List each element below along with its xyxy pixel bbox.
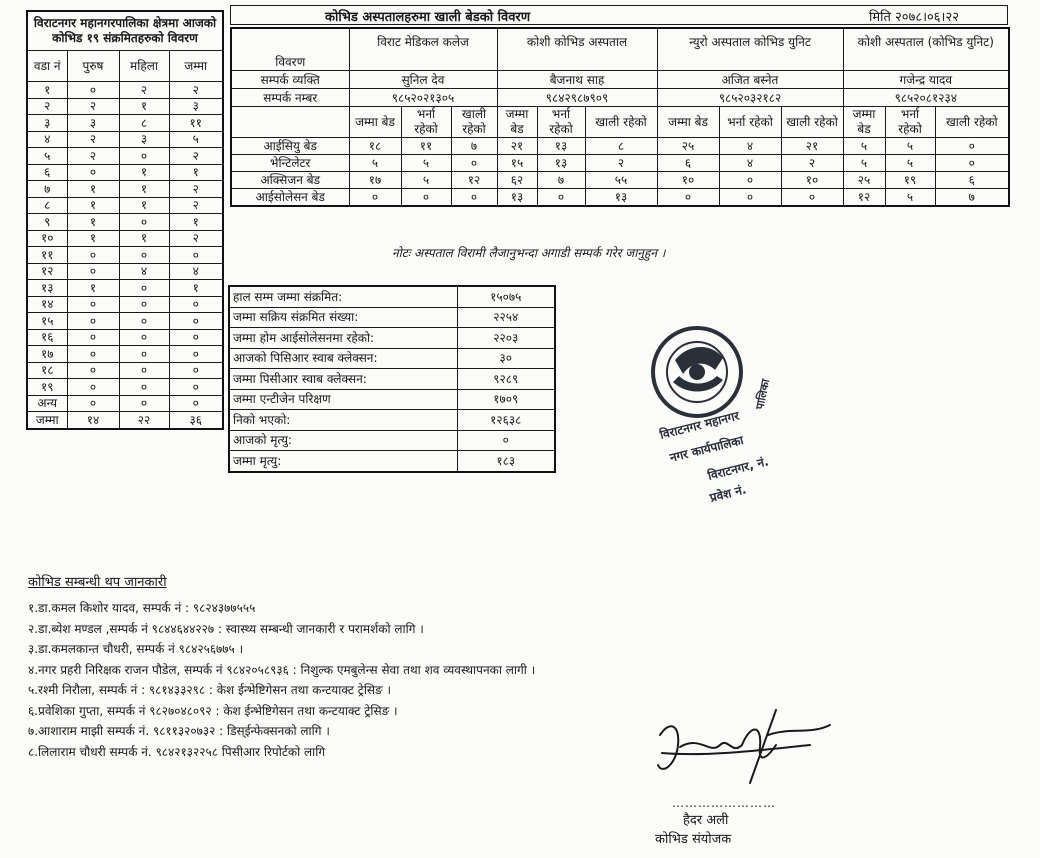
ward-row (27, 412, 223, 429)
summary-row (229, 328, 555, 349)
contact-item: १.डा.कमल किशोर यादव, सम्पर्क नं : ९८२४३७७५५५ (28, 601, 256, 615)
ward-number: १५ (27, 313, 67, 330)
bed-row (231, 138, 1009, 155)
hospital-note: नोटः अस्पताल विरामी लैजानुभन्दा अगाडी सम्पर्क गरेर जानुहुन । (392, 246, 666, 260)
ward-count: ० (169, 362, 223, 379)
col-male: पुरुष (67, 51, 119, 82)
bed-count: ० (935, 138, 1009, 155)
ward-count: ० (119, 395, 169, 412)
ward-count: ० (169, 395, 223, 412)
summary-value: १५०७५ (457, 286, 555, 307)
ward-number: १२ (27, 263, 67, 280)
bed-count: ६ (657, 155, 719, 172)
bed-count: ५ (401, 172, 451, 189)
col-total: जम्मा (169, 51, 223, 82)
bed-count: ७ (451, 138, 497, 155)
bed-type: भेन्टिलेटर (231, 155, 349, 172)
ward-number: १६ (27, 329, 67, 346)
bed-count: ० (349, 189, 401, 207)
summary-label: आजको पिसिआर स्वाब क्लेक्सन: (229, 348, 457, 369)
ward-row (27, 263, 223, 280)
bed-count: १५ (497, 155, 537, 172)
ward-count: ० (119, 214, 169, 231)
contact-item: ५.रश्मी निरौला, सम्पर्क नं : ९८१४३३२९८ : केश ईन्भेष्टिगेसन तथा कन्टयाक्ट ट्रेसिङ । (28, 683, 392, 697)
ward-row (27, 197, 223, 214)
bed-count: २ (781, 155, 843, 172)
bed-column-header: भर्ना रहेको (719, 107, 781, 138)
ward-count: ० (169, 379, 223, 396)
bed-count: ८ (585, 138, 657, 155)
bed-count: ० (719, 172, 781, 189)
ward-count: २ (169, 181, 223, 198)
contact-item: ७.आशाराम माझी सम्पर्क नं. ९८११३२०७३२ : डिस्ईन्फेक्सनको लागि । (28, 724, 330, 738)
summary-value: १२६३८ (457, 410, 555, 431)
ward-row (27, 131, 223, 148)
ward-count: ० (119, 247, 169, 264)
ward-count: १ (67, 181, 119, 198)
ward-count: ० (119, 148, 169, 165)
bed-count: ४ (719, 138, 781, 155)
summary-label: जम्मा मृत्यु: (229, 451, 457, 472)
col-ward-no: वडा नं (27, 51, 67, 82)
svg-text:नगर कार्यपालिका: नगर कार्यपालिका (668, 433, 745, 465)
bed-column-header: भर्ना रहेको (885, 107, 935, 138)
ward-count: २ (67, 148, 119, 165)
bed-column-header: खाली रहेको (781, 107, 843, 138)
ward-count: १ (169, 164, 223, 181)
ward-count: ० (67, 329, 119, 346)
ward-count: २ (67, 98, 119, 115)
bed-type: अक्सिजन बेड (231, 172, 349, 189)
ward-number: अन्य (27, 395, 67, 412)
ward-row (27, 230, 223, 247)
bed-count: ५ (885, 138, 935, 155)
hospital-name: कोशी कोभिड अस्पताल (497, 28, 657, 71)
summary-row (229, 307, 555, 328)
ward-row (27, 82, 223, 99)
ward-count: ० (67, 82, 119, 99)
ward-count: ० (119, 280, 169, 297)
bed-column-header: जम्मा बेड (497, 107, 537, 138)
bed-type: आईसियु बेड (231, 138, 349, 155)
ward-number: २ (27, 98, 67, 115)
ward-count: ११ (169, 115, 223, 132)
ward-number: ५ (27, 148, 67, 165)
ward-count: ३ (169, 98, 223, 115)
signature (650, 705, 840, 795)
bed-count: ५ (885, 155, 935, 172)
col-female: महिला (119, 51, 169, 82)
ward-count: ० (169, 329, 223, 346)
bed-column-header: जम्मा बेड (657, 107, 719, 138)
ward-count: ० (67, 395, 119, 412)
summary-row (229, 451, 555, 472)
bed-count: २ (585, 155, 657, 172)
ward-count: १ (67, 197, 119, 214)
ward-row (27, 148, 223, 165)
bed-count: ० (451, 155, 497, 172)
bed-count: ० (781, 189, 843, 207)
hospital-beds-table (230, 27, 1010, 207)
bed-type: आईसोलेसन बेड (231, 189, 349, 207)
summary-value: ३० (457, 348, 555, 369)
summary-value: ० (457, 430, 555, 451)
ward-count: ३ (119, 131, 169, 148)
ward-number: जम्मा (27, 412, 67, 429)
bed-count: १० (657, 172, 719, 189)
ward-count: ० (67, 296, 119, 313)
ward-count: १ (119, 230, 169, 247)
office-seal-stamp (645, 322, 830, 512)
ward-number: १४ (27, 296, 67, 313)
svg-text:पालिका: पालिका (753, 377, 773, 411)
ward-count: १४ (67, 412, 119, 429)
bed-count: ५५ (585, 172, 657, 189)
bed-column-header: खाली रहेको (451, 107, 497, 138)
ward-row (27, 181, 223, 198)
contact-number: ९८५२०३२१८२ (657, 89, 843, 107)
ward-count: ५ (169, 131, 223, 148)
ward-number: १० (27, 230, 67, 247)
contacts-list (28, 598, 535, 762)
hospital-name: न्युरो अस्पताल कोभिड युनिट (657, 28, 843, 71)
ward-number: ८ (27, 197, 67, 214)
summary-label: निको भएको: (229, 410, 457, 431)
ward-count: ० (169, 346, 223, 363)
ward-count: १ (119, 181, 169, 198)
bed-column-header: भर्ना रहेको (537, 107, 585, 138)
summary-row (229, 389, 555, 410)
ward-row (27, 395, 223, 412)
summary-row (229, 410, 555, 431)
bed-count: १३ (537, 138, 585, 155)
signatory-name: हैदर अली (683, 813, 729, 828)
svg-text:प्रवेश नं.: प्रवेश नं. (708, 482, 748, 505)
signature-dots: …………………… (672, 796, 776, 810)
bed-count: ० (657, 189, 719, 207)
ward-count: ४ (119, 263, 169, 280)
bed-count: १३ (537, 155, 585, 172)
ward-count: ० (119, 329, 169, 346)
ward-row (27, 280, 223, 297)
ward-number: १९ (27, 379, 67, 396)
bed-row (231, 155, 1009, 172)
bed-count: ० (719, 189, 781, 207)
ward-row (27, 329, 223, 346)
bed-row (231, 189, 1009, 207)
contact-item: ४.नगर प्रहरी निरिक्षक राजन पौडेल, सम्पर्क नं ९८४२०५८९३६ : निशुल्क एमबुलेन्स सेवा तथा शव व्यवस्थापनका लागी । (28, 662, 536, 677)
contact-item: २.डा.ब्येश मण्डल ,सम्पर्क नं ९८४४६४४२२७ : स्वास्थ्य सम्बन्धी जानकारी र परामर्शको लागि । (28, 621, 424, 636)
ward-count: ० (67, 346, 119, 363)
ward-count: १ (119, 98, 169, 115)
ward-count: २ (169, 82, 223, 99)
ward-row (27, 379, 223, 396)
ward-number: ७ (27, 181, 67, 198)
bed-count: ६ (935, 172, 1009, 189)
ward-count: ० (67, 247, 119, 264)
date-label: मिति २०७८।०६।२२ (869, 10, 959, 25)
ward-count: २ (119, 82, 169, 99)
ward-count: ० (119, 379, 169, 396)
summary-value: १८३ (457, 451, 555, 472)
bed-count: ७ (935, 189, 1009, 207)
bed-count: १३ (497, 189, 537, 207)
ward-count: ० (169, 313, 223, 330)
ward-count: १ (119, 164, 169, 181)
ward-count: ० (67, 362, 119, 379)
bed-column-header: जम्मा बेड (349, 107, 401, 138)
bed-count: ५ (349, 155, 401, 172)
summary-label: आजको मृत्यु: (229, 430, 457, 451)
ward-count: ० (119, 362, 169, 379)
bed-count: ० (537, 189, 585, 207)
bed-count: १७ (349, 172, 401, 189)
ward-count: २२ (119, 412, 169, 429)
label-contact-person: सम्पर्क व्यक्ति (231, 71, 349, 89)
bed-count: २१ (781, 138, 843, 155)
bed-count: ० (401, 189, 451, 207)
ward-count: ४ (169, 263, 223, 280)
bed-count: ११ (401, 138, 451, 155)
ward-count: ० (67, 263, 119, 280)
bed-column-header: खाली रहेको (585, 107, 657, 138)
contact-number: ९८४२९८७९०९ (497, 89, 657, 107)
svg-text:विराटनगर महानगर: विराटनगर महानगर (658, 408, 741, 442)
ward-count: ३ (67, 115, 119, 132)
summary-label: हाल सम्म जम्मा संक्रमित: (229, 286, 457, 307)
bed-count: ४ (719, 155, 781, 172)
bed-column-header: भर्ना रहेको (401, 107, 451, 138)
ward-number: ३ (27, 115, 67, 132)
bed-count: १८ (349, 138, 401, 155)
ward-row (27, 115, 223, 132)
summary-label: जम्मा पिसीआर स्वाब क्लेक्सन: (229, 369, 457, 390)
summary-label: जम्मा सक्रिय संक्रमित संख्या: (229, 307, 457, 328)
ward-count: २ (169, 197, 223, 214)
ward-number: १ (27, 82, 67, 99)
ward-row (27, 98, 223, 115)
bed-count: १२ (451, 172, 497, 189)
bed-count: ५ (885, 189, 935, 207)
bed-count: २५ (843, 172, 885, 189)
bedhead-empty (231, 107, 349, 138)
ward-row (27, 164, 223, 181)
bed-count: १० (781, 172, 843, 189)
bed-column-header: खाली रहेको (935, 107, 1009, 138)
ward-count: २ (67, 131, 119, 148)
bed-count: ६२ (497, 172, 537, 189)
summary-row (229, 369, 555, 390)
contact-person: बैजनाथ साह (497, 71, 657, 89)
ward-count: ० (119, 313, 169, 330)
contact-number: ९८५२०८१२३४ (843, 89, 1009, 107)
contact-item: ६.प्रवेशिका गुप्ता, सम्पर्क नं ९८२७०४८०९२ : केश ईन्भेष्टिगेसन तथा कन्टयाक्ट ट्रेसिङ । (28, 703, 398, 718)
ward-number: १७ (27, 346, 67, 363)
bed-column-header: जम्मा बेड (843, 107, 885, 138)
ward-count: १ (119, 197, 169, 214)
summary-row (229, 430, 555, 451)
ward-count: ० (169, 247, 223, 264)
contact-person: गजेन्द्र यादव (843, 71, 1009, 89)
contact-person: सुनिल देव (349, 71, 497, 89)
ward-number: ४ (27, 131, 67, 148)
ward-row (27, 313, 223, 330)
ward-count: १ (169, 280, 223, 297)
hospital-name: विराट मेडिकल कलेज (349, 28, 497, 71)
summary-value: २२०३ (457, 328, 555, 349)
bed-count: ० (935, 155, 1009, 172)
ward-count: ३६ (169, 412, 223, 429)
hospital-name: कोशी अस्पताल (कोभिड युनिट) (843, 28, 1009, 71)
bed-row (231, 172, 1009, 189)
bed-count: १३ (585, 189, 657, 207)
hospital-section-header (230, 5, 1008, 25)
summary-row (229, 348, 555, 369)
ward-count: ० (67, 379, 119, 396)
ward-row (27, 362, 223, 379)
ward-table-title: विराटनगर महानगरपालिका क्षेत्रमा आजको कोभिड १९ संक्रमितहरुको विवरण (27, 11, 223, 51)
ward-row (27, 247, 223, 264)
ward-count: ० (119, 296, 169, 313)
signatory-title: कोभिड संयोजक (655, 832, 732, 847)
bed-count: ० (451, 189, 497, 207)
ward-number: ११ (27, 247, 67, 264)
ward-count: १ (67, 280, 119, 297)
summary-label: जम्मा होम आईसोलेसनमा रहेको: (229, 328, 457, 349)
bed-count: २१ (497, 138, 537, 155)
ward-count: ८ (119, 115, 169, 132)
summary-row (229, 286, 555, 307)
bed-count: १९ (885, 172, 935, 189)
bed-count: २५ (657, 138, 719, 155)
contact-person: अजित बस्नेत (657, 71, 843, 89)
ward-number: ९ (27, 214, 67, 231)
bed-count: ५ (843, 155, 885, 172)
bed-count: ७ (537, 172, 585, 189)
summary-table (228, 285, 556, 473)
summary-label: जम्मा एन्टीजेन परिक्षण (229, 389, 457, 410)
ward-row (27, 296, 223, 313)
label-contact-number: सम्पर्क नम्बर (231, 89, 349, 107)
summary-value: १७०९ (457, 389, 555, 410)
ward-count: २ (169, 230, 223, 247)
bed-count: ५ (401, 155, 451, 172)
summary-value: ९२८९ (457, 369, 555, 390)
summary-value: २२५४ (457, 307, 555, 328)
label-details: विवरण (231, 28, 349, 71)
contact-number: ९८५२०२१३०५ (349, 89, 497, 107)
ward-count: ० (169, 296, 223, 313)
ward-cases-table (26, 10, 224, 430)
page-title: कोभिड अस्पतालहरुमा खाली बेडको विवरण (325, 10, 531, 25)
contacts-heading: कोभिड सम्बन्धी थप जानकारी (28, 575, 167, 590)
bed-count: १२ (843, 189, 885, 207)
ward-count: १ (169, 214, 223, 231)
ward-count: ० (67, 313, 119, 330)
ward-count: ० (67, 164, 119, 181)
ward-row (27, 346, 223, 363)
ward-row (27, 214, 223, 231)
ward-count: १ (67, 214, 119, 231)
contact-item: ८.लिलाराम चौधरी सम्पर्क नं. ९८४२१३२२५८ पिसीआर रिपोर्टको लागि (28, 744, 326, 759)
bed-count: ५ (843, 138, 885, 155)
ward-number: १३ (27, 280, 67, 297)
contact-item: ३.डा.कमलकान्त चौधरी, सम्पर्क नं ९८४२५६७७५ । (28, 642, 244, 656)
ward-count: ० (119, 346, 169, 363)
ward-number: १८ (27, 362, 67, 379)
ward-number: ६ (27, 164, 67, 181)
ward-count: १ (67, 230, 119, 247)
ward-count: २ (169, 148, 223, 165)
svg-text:विराटनगर, नं.: विराटनगर, नं. (706, 454, 771, 483)
